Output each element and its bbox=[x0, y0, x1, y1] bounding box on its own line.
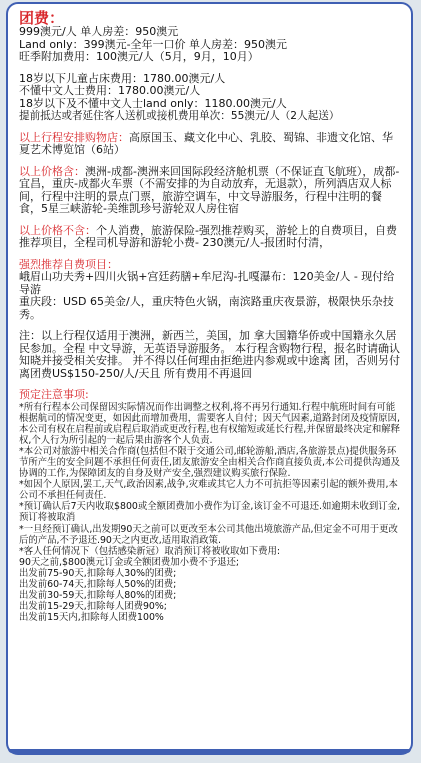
shopping-text: 高原国玉、藏文化中心、乳胶、蜀锦、非遗文化馆、华夏艺术博览馆（6站） bbox=[19, 130, 393, 156]
recommend-label: 强烈推荐自费项目： bbox=[19, 257, 118, 271]
shopping-section bbox=[19, 132, 401, 157]
fees-line: Land only：399澳元-全年一口价 单人房差：950澳元 bbox=[19, 37, 288, 51]
included-section bbox=[19, 166, 401, 216]
child-fee-line: 提前抵达或者延住客人送机或接机费用单次：55澳元/人（2人起送） bbox=[19, 110, 340, 122]
fees-line: 旺季附加费用：100澳元/人（5月，9月，10月） bbox=[19, 50, 259, 63]
recommend-line: 峨眉山功夫秀+四川火锅+宫廷药膳+牟尼沟-扎嘎瀑布：120美金/人 - 现付给导游 bbox=[19, 270, 395, 296]
included-label: 以上价格含： bbox=[19, 164, 85, 178]
itinerary-info-card bbox=[6, 2, 413, 755]
child-fees-section bbox=[19, 73, 401, 123]
notice-item: *本公司对旅游中相关合作商(包括但不限于交通公司,邮轮游船,酒店,各旅游景点)提供服务环节所产生的安全问题不承担任何责任,团友旅游安全由相关合作商直接负责,本公司提供沟通及协调的工作,为保障团友的自身及财产安全,强烈建议购买旅行保险. bbox=[19, 445, 400, 480]
child-fee-line: 18岁以下及不懂中文人士land only：1180.00澳元/人 bbox=[19, 96, 287, 110]
notice-title: 预定注意事项: bbox=[19, 388, 89, 401]
notice-section bbox=[19, 389, 401, 623]
notice-item: 出发前15-29天,扣除每人团费90%; bbox=[19, 601, 167, 613]
fees-line: 999澳元/人 单人房差：950澳元 bbox=[19, 25, 179, 38]
notice-item: *客人任何情况下（包括感染新冠）取消预订将被收取如下费用: bbox=[19, 545, 280, 557]
notice-item: *如因个人原因,罢工,天气,政治因素,战争,灾难或其它人力不可抗拒等因素引起的额外费用,本公司不承担任何责任. bbox=[19, 479, 398, 502]
fees-section bbox=[19, 10, 401, 64]
excluded-section bbox=[19, 225, 401, 250]
notice-item: *所有行程本公司保留因实际情况而作出调整之权利,将不再另行通知.行程中航班时间有可能根据航司的情况变更，如因此而增加费用，需要客人自付；因天气因素,道路封闭及疫情原因,本公司有权在启程前或启程后取消或更改行程,也有权缩短或延长行程,并保留最终决定和解释权,个人行为所引起的一起后果由游客个人负责. bbox=[19, 401, 400, 446]
recommend-line: 重庆段：USD 65美金/人，重庆特色火锅，南滨路重庆夜景游，极限快乐杂技秀。 bbox=[19, 295, 394, 321]
card-bottom-border bbox=[8, 749, 411, 753]
child-fee-line: 不懂中文人士费用：1780.00澳元/人 bbox=[19, 84, 201, 97]
notice-item: 出发前75-90天,扣除每人30%的团费; bbox=[19, 567, 177, 579]
excluded-text: 个人消费，旅游保险-强烈推荐购买，游轮上的自费项目，自费推荐项目，全程司机导游和游轮小费- 230澳元/人-报团时付清， bbox=[19, 223, 397, 249]
recommend-section bbox=[19, 259, 401, 322]
notice-item: *预订确认后7天内收取$800或全额团费加小费作为订金,该订金不可退还.如逾期未收到订金,预订将被取消 bbox=[19, 501, 400, 524]
notice-item: 90天之前,$800澳元订金或全额团费加小费不予退还; bbox=[19, 556, 240, 568]
notice-item: 出发前15天内,扣除每人团费100% bbox=[19, 612, 164, 624]
child-fee-line: 18岁以下儿童占床费用：1780.00澳元/人 bbox=[19, 71, 226, 85]
notice-item: 出发前60-74天,扣除每人50%的团费; bbox=[19, 579, 177, 590]
notice-item: 出发前30-59天,扣除每人80%的团费; bbox=[19, 590, 177, 602]
fees-title: 团费： bbox=[19, 9, 65, 27]
note-section: 注：以上行程仅适用于澳洲，新西兰，美国，加 拿大国籍华侨或中国籍永久居民参加。全程 中文导游，无英语导游服务。 本行程含购物行程，报名时请确认知晓并接受相关安排。 并不得以任何理由拒绝进内参观或中途离 团，否则另付离团费US$150-250/人/天且 所有费用不再退回 bbox=[19, 329, 400, 380]
excluded-label: 以上价格不含： bbox=[19, 223, 96, 237]
notice-item: *一旦经预订确认,出发期90天之前可以更改至本公司其他出境旅游产品,但定金不可用于更改后的产品,不予退还.90天之内更改,适用取消政策. bbox=[19, 523, 398, 546]
included-text: 澳洲-成都-澳洲来回国际段经济舱机票（不保证直飞航班），成都-宜昌，重庆-成都火车票（不需安排的为自动放弃，无退款），所列酒店双人标间，行程中注明的景点门票，旅游空调车，中文导游服务，行程中注明的餐食，5星三峡游轮-美维凯珍号游轮双人房住宿 bbox=[19, 164, 400, 215]
shopping-label: 以上行程安排购物店： bbox=[19, 130, 129, 144]
